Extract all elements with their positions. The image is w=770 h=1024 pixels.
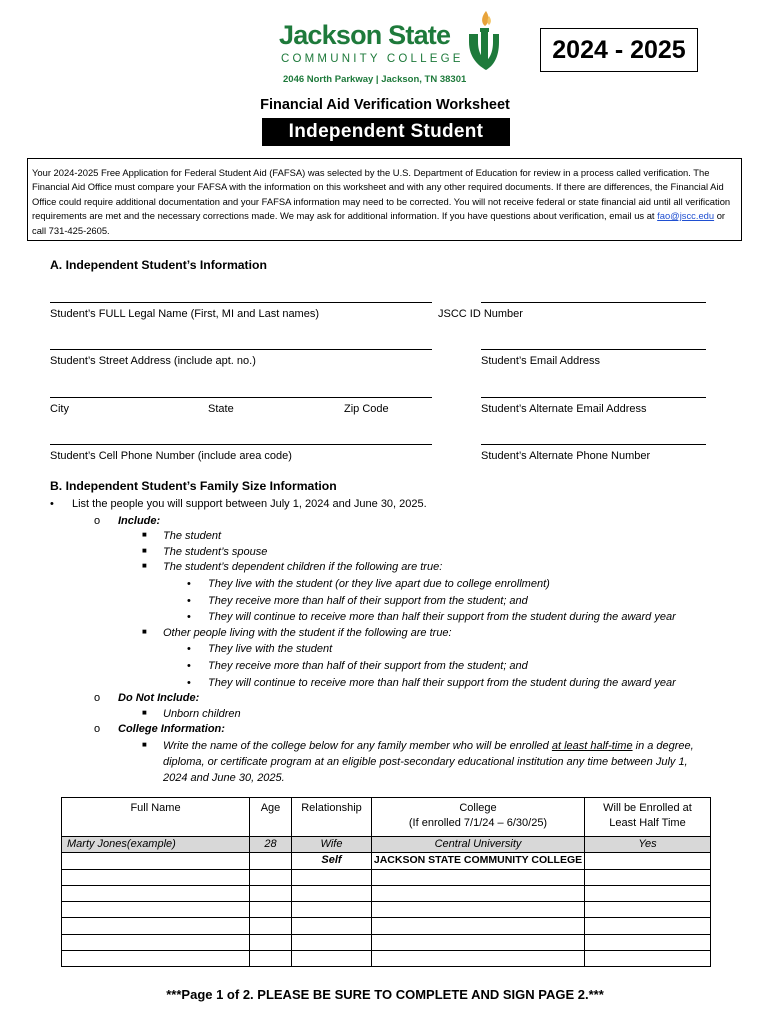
header-college: [372, 798, 585, 837]
square-bullet-icon: ■: [142, 546, 147, 555]
header-full-name: Full Name: [62, 798, 250, 837]
jscc-id-line[interactable]: [481, 302, 706, 303]
self-half-time-cell[interactable]: [585, 853, 711, 869]
college-address: 2046 North Parkway | Jackson, TN 38301: [283, 74, 467, 85]
self-age-cell[interactable]: [250, 853, 292, 869]
family-size-table: [61, 797, 711, 967]
street-address-line[interactable]: [50, 349, 432, 350]
square-bullet-icon: ■: [142, 627, 147, 636]
self-name-cell[interactable]: [62, 853, 250, 869]
square-bullet-icon: ■: [142, 561, 147, 570]
header-relationship: Relationship: [292, 798, 372, 837]
alt-email-line[interactable]: [481, 397, 706, 398]
full-name-line[interactable]: [50, 302, 432, 303]
condition-item: They live with the student: [208, 643, 333, 655]
bullet-icon: •: [187, 677, 191, 689]
jscc-id-label: JSCC ID Number: [438, 308, 523, 320]
email-line[interactable]: [481, 349, 706, 350]
college-instruction-line2: diploma, or certificate program at an eligible post-secondary educational institution any time between July 1,: [163, 756, 688, 768]
condition-item: They receive more than half of their support from the student; and: [208, 595, 528, 607]
header-half-time-line2: Least Half Time: [609, 817, 686, 829]
example-college: Central University: [372, 837, 585, 853]
include-item: The student: [163, 530, 222, 542]
table-row[interactable]: [62, 885, 711, 901]
alt-email-label: Student’s Alternate Email Address: [481, 403, 647, 415]
email-link[interactable]: fao@jscc.edu: [657, 210, 715, 222]
cell-phone-label: Student’s Cell Phone Number (include area code): [50, 450, 292, 462]
self-relationship: Self: [292, 853, 372, 869]
table-row[interactable]: [62, 934, 711, 950]
zip-label: Zip Code: [344, 403, 389, 415]
college-logo-subtitle: COMMUNITY COLLEGE: [281, 53, 464, 65]
torch-logo-icon: [466, 8, 500, 72]
example-name: Marty Jones(example): [62, 837, 250, 853]
table-row[interactable]: [62, 869, 711, 885]
bullet-icon: •: [187, 578, 191, 590]
square-bullet-icon: ■: [142, 740, 147, 749]
bullet-icon: •: [50, 498, 54, 510]
section-a-heading: A. Independent Student’s Information: [50, 258, 267, 272]
circle-bullet-icon: o: [94, 692, 101, 704]
college-instruction-line1: [163, 740, 694, 752]
intro-tail: or call 731-425-2605.: [32, 210, 726, 236]
condition-item: They live with the student (or they live apart due to college enrollment): [208, 578, 550, 590]
condition-item: They will continue to receive more than half their support from the student during the award year: [208, 677, 676, 689]
bullet-icon: •: [187, 660, 191, 672]
condition-item: They receive more than half of their support from the student; and: [208, 660, 528, 672]
header-age: Age: [250, 798, 292, 837]
exclude-item: Unborn children: [163, 708, 241, 720]
page-title: Financial Aid Verification Worksheet: [260, 97, 510, 113]
bullet-icon: •: [187, 643, 191, 655]
college-logo-name: Jackson State: [279, 20, 451, 50]
self-row: [62, 853, 711, 869]
self-college: JACKSON STATE COMMUNITY COLLEGE: [372, 853, 585, 869]
intro-paragraph: [27, 158, 742, 241]
table-row[interactable]: [62, 902, 711, 918]
full-name-label: Student’s FULL Legal Name (First, MI and Last names): [50, 308, 320, 320]
bullet-icon: •: [187, 611, 191, 623]
header-college-dates: (If enrolled 7/1/24 – 6/30/25): [408, 817, 548, 829]
do-not-include-label: Do Not Include:: [118, 692, 200, 704]
include-label: Include:: [118, 515, 161, 527]
student-type-banner: Independent Student: [262, 118, 510, 146]
example-relationship: Wife: [292, 837, 372, 853]
bullet-icon: •: [187, 595, 191, 607]
header-half-time-line1: Will be Enrolled at: [603, 802, 692, 814]
college-line1-pre: Write the name of the college below for any family member who will be enrolled: [163, 740, 552, 752]
square-bullet-icon: ■: [142, 530, 147, 539]
header-college-title: College: [459, 802, 497, 814]
example-age: 28: [250, 837, 292, 853]
square-bullet-icon: ■: [142, 708, 147, 717]
include-item: Other people living with the student if the following are true:: [163, 627, 452, 639]
city-state-zip-line[interactable]: [50, 397, 432, 398]
city-label: City: [50, 403, 69, 415]
half-time-emphasis: at least half-time: [551, 740, 633, 752]
section-b-heading: B. Independent Student’s Family Size Information: [50, 479, 337, 493]
college-info-label: College Information:: [118, 723, 225, 735]
condition-item: They will continue to receive more than half their support from the student during the award year: [208, 611, 676, 623]
example-row: [62, 837, 711, 853]
circle-bullet-icon: o: [94, 515, 101, 527]
email-label: Student’s Email Address: [481, 355, 601, 367]
college-instruction-line3: 2024 and June 30, 2025.: [163, 772, 285, 784]
street-address-label: Student’s Street Address (include apt. no.): [50, 355, 256, 367]
intro-text: Your 2024-2025 Free Application for Federal Student Aid (FAFSA) was selected by the U.S. Department of Education for review in a process called verification. The Financial Aid Office must compare your FAFSA with the information on this worksheet and with any other required documents. If there are differences, the Financial Aid Office could require additional documentation and your FAFSA information may need to be corrected. You will not receive federal or state financial aid until all verification requirements are met and the necessary corrections made. We may ask for additional information. If you have questions about verification, email us at: [32, 167, 731, 222]
list-intro: List the people you will support between July 1, 2024 and June 30, 2025.: [72, 498, 427, 510]
include-item: The student’s dependent children if the following are true:: [163, 561, 443, 573]
page-footer-note: ***Page 1 of 2. PLEASE BE SURE TO COMPLETE AND SIGN PAGE 2.***: [166, 987, 604, 1002]
cell-phone-line[interactable]: [50, 444, 432, 445]
table-row[interactable]: [62, 918, 711, 934]
state-label: State: [208, 403, 234, 415]
table-row[interactable]: [62, 951, 711, 967]
example-half-time: Yes: [585, 837, 711, 853]
award-year-box: 2024 - 2025: [540, 28, 698, 72]
alt-phone-line[interactable]: [481, 444, 706, 445]
circle-bullet-icon: o: [94, 723, 101, 735]
include-item: The student’s spouse: [163, 546, 268, 558]
alt-phone-label: Student’s Alternate Phone Number: [481, 450, 651, 462]
header-half-time: [585, 798, 711, 837]
college-line1-post: in a degree,: [632, 740, 694, 752]
